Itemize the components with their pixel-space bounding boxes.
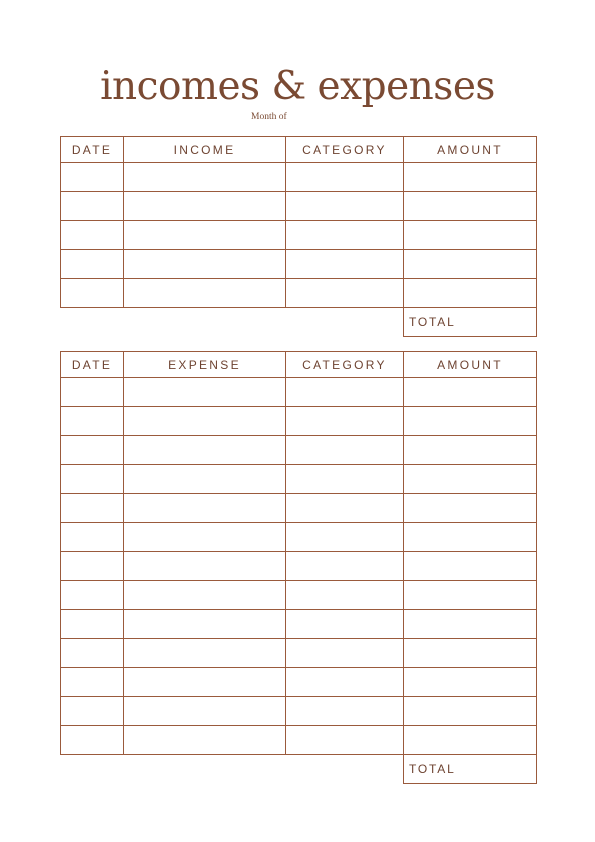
- expense-cell-category[interactable]: [286, 494, 404, 523]
- income-table-row: [61, 192, 537, 221]
- page-title: incomes & expenses: [100, 64, 495, 109]
- expense-cell-category[interactable]: [286, 465, 404, 494]
- expense-cell-category[interactable]: [286, 436, 404, 465]
- expense-table: [60, 351, 537, 784]
- expense-total-row: [61, 755, 537, 784]
- expense-table-row: [61, 697, 537, 726]
- income-body: [61, 163, 537, 337]
- expense-cell-desc[interactable]: [124, 668, 286, 697]
- income-header-date: DATE: [61, 137, 124, 163]
- income-cell-date[interactable]: [61, 221, 124, 250]
- expense-cell-amount[interactable]: [404, 407, 537, 436]
- expense-cell-desc[interactable]: [124, 407, 286, 436]
- expense-cell-date[interactable]: [61, 697, 124, 726]
- expense-table-row: [61, 523, 537, 552]
- income-table-row: [61, 250, 537, 279]
- income-cell-amount[interactable]: [404, 279, 537, 308]
- expense-cell-category[interactable]: [286, 581, 404, 610]
- income-table-row: [61, 163, 537, 192]
- expense-body: [61, 378, 537, 784]
- expense-header-expense: EXPENSE: [124, 352, 286, 378]
- expense-cell-desc[interactable]: [124, 639, 286, 668]
- expense-cell-date[interactable]: [61, 465, 124, 494]
- expense-cell-desc[interactable]: [124, 697, 286, 726]
- income-cell-category[interactable]: [286, 250, 404, 279]
- expense-total-spacer: [124, 755, 286, 784]
- income-table-row: [61, 279, 537, 308]
- expense-cell-date[interactable]: [61, 378, 124, 407]
- expense-cell-category[interactable]: [286, 407, 404, 436]
- expense-table-row: [61, 465, 537, 494]
- expense-cell-desc[interactable]: [124, 552, 286, 581]
- income-header-category: CATEGORY: [286, 137, 404, 163]
- expense-total-cell[interactable]: TOTAL: [404, 755, 537, 784]
- income-cell-date[interactable]: [61, 279, 124, 308]
- expense-cell-date[interactable]: [61, 668, 124, 697]
- expense-cell-category[interactable]: [286, 610, 404, 639]
- income-cell-desc[interactable]: [124, 250, 286, 279]
- expense-total-spacer: [286, 755, 404, 784]
- income-total-spacer: [286, 308, 404, 337]
- expense-cell-date[interactable]: [61, 610, 124, 639]
- income-cell-amount[interactable]: [404, 163, 537, 192]
- income-cell-desc[interactable]: [124, 221, 286, 250]
- expense-cell-category[interactable]: [286, 726, 404, 755]
- expense-cell-date[interactable]: [61, 581, 124, 610]
- expense-table-row: [61, 726, 537, 755]
- income-cell-category[interactable]: [286, 192, 404, 221]
- expense-cell-date[interactable]: [61, 726, 124, 755]
- expense-cell-amount[interactable]: [404, 436, 537, 465]
- income-header-income: INCOME: [124, 137, 286, 163]
- expense-cell-date[interactable]: [61, 436, 124, 465]
- income-cell-date[interactable]: [61, 192, 124, 221]
- income-cell-desc[interactable]: [124, 279, 286, 308]
- month-label: Month of: [251, 112, 287, 122]
- expense-cell-amount[interactable]: [404, 552, 537, 581]
- expense-cell-desc[interactable]: [124, 523, 286, 552]
- expense-cell-desc[interactable]: [124, 378, 286, 407]
- expense-cell-date[interactable]: [61, 523, 124, 552]
- expense-header-row: [61, 352, 537, 378]
- expense-table-row: [61, 639, 537, 668]
- expense-cell-date[interactable]: [61, 639, 124, 668]
- expense-cell-category[interactable]: [286, 697, 404, 726]
- expense-cell-category[interactable]: [286, 639, 404, 668]
- income-table-row: [61, 221, 537, 250]
- expense-cell-desc[interactable]: [124, 494, 286, 523]
- income-cell-date[interactable]: [61, 250, 124, 279]
- expense-cell-amount[interactable]: [404, 378, 537, 407]
- expense-table-row: [61, 581, 537, 610]
- income-total-spacer: [61, 308, 124, 337]
- expense-cell-category[interactable]: [286, 668, 404, 697]
- income-cell-category[interactable]: [286, 163, 404, 192]
- expense-table-row: [61, 494, 537, 523]
- income-total-cell[interactable]: TOTAL: [404, 308, 537, 337]
- expense-table-row: [61, 436, 537, 465]
- income-total-spacer: [124, 308, 286, 337]
- income-header-row: [61, 137, 537, 163]
- expense-cell-amount[interactable]: [404, 639, 537, 668]
- expense-cell-desc[interactable]: [124, 465, 286, 494]
- expense-table-row: [61, 610, 537, 639]
- income-cell-category[interactable]: [286, 279, 404, 308]
- expense-cell-amount[interactable]: [404, 668, 537, 697]
- expense-header-amount: AMOUNT: [404, 352, 537, 378]
- income-cell-amount[interactable]: [404, 250, 537, 279]
- income-cell-category[interactable]: [286, 221, 404, 250]
- expense-cell-date[interactable]: [61, 407, 124, 436]
- expense-cell-category[interactable]: [286, 378, 404, 407]
- expense-cell-date[interactable]: [61, 494, 124, 523]
- expense-total-spacer: [61, 755, 124, 784]
- expense-cell-amount[interactable]: [404, 465, 537, 494]
- expense-header-category: CATEGORY: [286, 352, 404, 378]
- expense-cell-amount[interactable]: [404, 697, 537, 726]
- expense-cell-desc[interactable]: [124, 436, 286, 465]
- income-table: [60, 136, 537, 337]
- expense-cell-category[interactable]: [286, 523, 404, 552]
- expense-cell-desc[interactable]: [124, 581, 286, 610]
- income-cell-amount[interactable]: [404, 221, 537, 250]
- expense-table-row: [61, 407, 537, 436]
- expense-cell-amount[interactable]: [404, 726, 537, 755]
- expense-cell-amount[interactable]: [404, 523, 537, 552]
- expense-table-row: [61, 552, 537, 581]
- income-cell-date[interactable]: [61, 163, 124, 192]
- expense-header-date: DATE: [61, 352, 124, 378]
- expense-cell-amount[interactable]: [404, 494, 537, 523]
- expense-table-row: [61, 668, 537, 697]
- expense-cell-category[interactable]: [286, 552, 404, 581]
- income-total-row: [61, 308, 537, 337]
- expense-cell-date[interactable]: [61, 552, 124, 581]
- income-cell-desc[interactable]: [124, 192, 286, 221]
- income-header-amount: AMOUNT: [404, 137, 537, 163]
- expense-cell-desc[interactable]: [124, 610, 286, 639]
- income-cell-amount[interactable]: [404, 192, 537, 221]
- income-cell-desc[interactable]: [124, 163, 286, 192]
- expense-cell-desc[interactable]: [124, 726, 286, 755]
- expense-cell-amount[interactable]: [404, 581, 537, 610]
- expense-table-row: [61, 378, 537, 407]
- expense-cell-amount[interactable]: [404, 610, 537, 639]
